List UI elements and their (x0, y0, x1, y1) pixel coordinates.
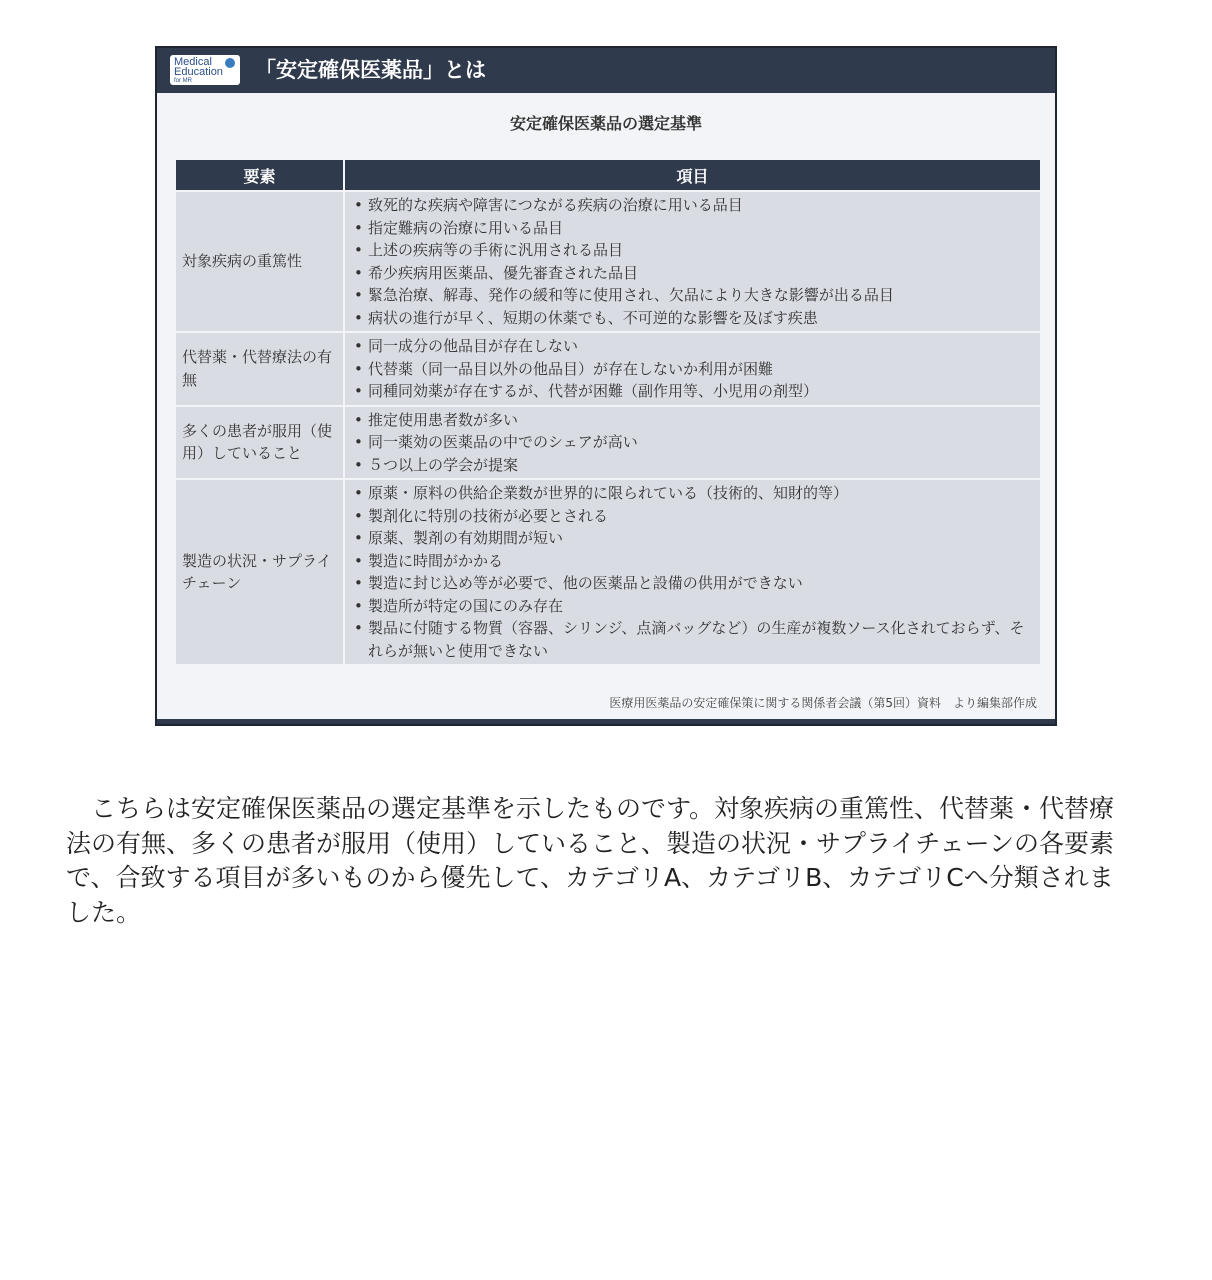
table-row (175, 406, 1041, 480)
factor-cell: 製造の状況・サプライチェーン (175, 479, 344, 665)
list-item: • 緊急治療、解毒、発作の緩和等に使用され、欠品により大きな影響が出る品目 (351, 284, 1034, 307)
factor-cell: 多くの患者が服用（使用）していること (175, 406, 344, 480)
logo-text-line: Education (174, 66, 223, 78)
list-item: • 同一成分の他品目が存在しない (351, 335, 1034, 358)
column-header-factor: 要素 (175, 159, 344, 191)
list-item: • 同一薬効の医薬品の中でのシェアが高い (351, 431, 1034, 454)
description-paragraph: こちらは安定確保医薬品の選定基準を示したものです。対象疾病の重篤性、代替薬・代替療法の有無、多くの患者が服用（使用）していること、製造の状況・サプライチェーンの各要素で、合致する項目が多いものから優先して、カテゴリA、カテゴリB、カテゴリCへ分類されました。 (66, 794, 1115, 927)
list-item: • 製造に時間がかかる (351, 550, 1034, 573)
items-cell (344, 406, 1041, 480)
criteria-table (174, 158, 1042, 666)
list-item: • 代替薬（同一品目以外の他品目）が存在しないか利用が困難 (351, 358, 1034, 381)
list-item: • 推定使用患者数が多い (351, 409, 1034, 432)
slide-header (157, 48, 1055, 93)
factor-cell: 代替薬・代替療法の有無 (175, 332, 344, 406)
slide-subtitle: 安定確保医薬品の選定基準 (509, 114, 702, 133)
criteria-table-container (174, 158, 1042, 666)
list-item: • 原薬、製剤の有効期間が短い (351, 527, 1034, 550)
items-cell (344, 479, 1041, 665)
factor-cell: 対象疾病の重篤性 (175, 191, 344, 332)
slide-bottom-bar (157, 719, 1055, 724)
list-item: • 製造に封じ込め等が必要で、他の医薬品と設備の供用ができない (351, 572, 1034, 595)
slide-title: 「安定確保医薬品」とは (255, 58, 486, 82)
list-item: • 製品に付随する物質（容器、シリンジ、点滴バッグなど）の生産が複数ソース化されておらず、それらが無いと使用できない (351, 617, 1034, 662)
medical-education-logo (170, 55, 240, 85)
list-item: • 同種同効薬が存在するが、代替が困難（副作用等、小児用の剤型） (351, 380, 1034, 403)
list-item: • 病状の進行が早く、短期の休薬でも、不可逆的な影響を及ぼす疾患 (351, 307, 1034, 330)
items-cell (344, 191, 1041, 332)
item-list (351, 194, 1034, 329)
source-note: 医療用医薬品の安定確保策に関する関係者会議（第5回）資料 より編集部作成 (609, 696, 1037, 710)
item-list (351, 335, 1034, 403)
list-item: • 指定難病の治療に用いる品目 (351, 217, 1034, 240)
item-list (351, 409, 1034, 477)
table-row (175, 479, 1041, 665)
slide-image (155, 46, 1057, 726)
list-item: • 製造所が特定の国にのみ存在 (351, 595, 1034, 618)
list-item: • 上述の疾病等の手術に汎用される品目 (351, 239, 1034, 262)
column-header-items: 項目 (344, 159, 1041, 191)
list-item: • ５つ以上の学会が提案 (351, 454, 1034, 477)
list-item: • 致死的な疾病や障害につながる疾病の治療に用いる品目 (351, 194, 1034, 217)
items-cell (344, 332, 1041, 406)
table-row (175, 191, 1041, 332)
logo-mark-icon (225, 58, 235, 68)
table-header-row (175, 159, 1041, 191)
list-item: • 希少疾病用医薬品、優先審査された品目 (351, 262, 1034, 285)
list-item: • 原薬・原料の供給企業数が世界的に限られている（技術的、知財的等） (351, 482, 1034, 505)
item-list (351, 482, 1034, 662)
table-row (175, 332, 1041, 406)
list-item: • 製剤化に特別の技術が必要とされる (351, 505, 1034, 528)
logo-text-line: for MR (174, 78, 192, 84)
logo-text-line: Medical (174, 56, 212, 68)
